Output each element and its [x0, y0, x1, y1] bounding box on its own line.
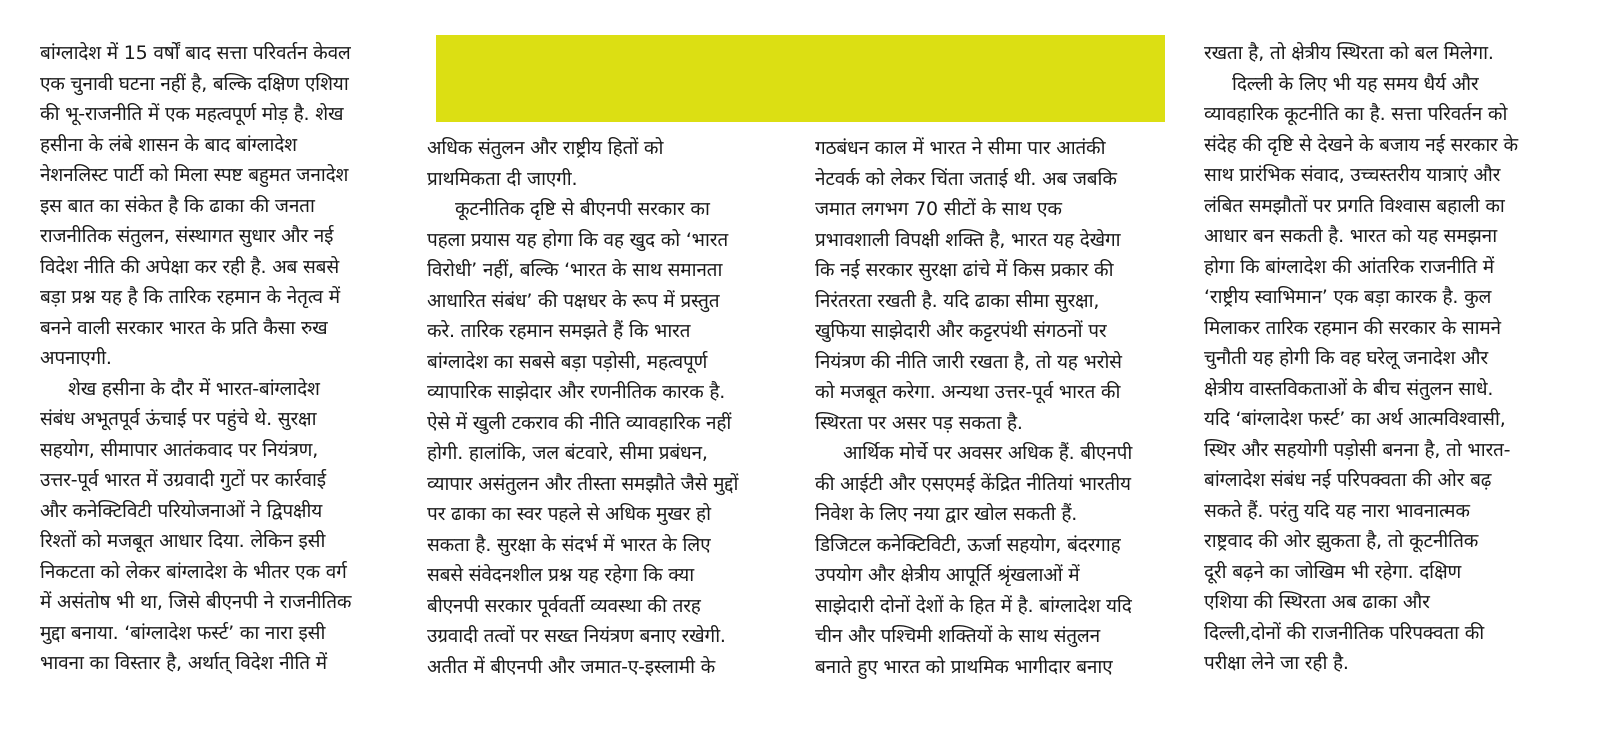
article-line: ऐसे में खुली टकराव की नीति व्यावहारिक नहीं: [427, 411, 732, 434]
article-line: बनाते हुए भारत को प्राथमिक भागीदार बनाए: [815, 655, 1113, 678]
article-line: क्षेत्रीय वास्तविकताओं के बीच संतुलन साधे.: [1204, 377, 1494, 400]
article-line: व्यापार असंतुलन और तीस्ता समझौते जैसे मुद्दों: [427, 472, 739, 495]
article-line: संबंध अभूतपूर्व ऊंचाई पर पहुंचे थे. सुरक्षा: [40, 408, 317, 430]
article-line: उग्रवादी तत्वों पर सख्त नियंत्रण बनाए रखेगी.: [427, 625, 726, 647]
article-line: रिश्तों को मजबूत आधार दिया. लेकिन इसी: [40, 530, 326, 552]
article-line: की आईटी और एसएमई केंद्रित नीतियां भारतीय: [815, 472, 1131, 495]
article-line: दूरी बढ़ने का जोखिम भी रहेगा. दक्षिण: [1204, 560, 1462, 583]
article-line: और कनेक्टिविटी परियोजनाओं ने द्विपक्षीय: [40, 499, 323, 522]
article-line: खुफिया साझेदारी और कट्टरपंथी संगठनों पर: [815, 320, 1107, 342]
article-line: मुद्दा बनाया. ‘बांग्लादेश फर्स्ट’ का नारा इसी: [40, 621, 326, 644]
article-line: को मजबूत करेगा. अन्यथा उत्तर-पूर्व भारत की: [815, 381, 1121, 403]
article-line: बांग्लादेश में 15 वर्षों बाद सत्ता परिवर्तन केवल: [40, 42, 351, 64]
article-line: की भू-राजनीति में एक महत्वपूर्ण मोड़ है. शेख: [40, 103, 344, 125]
article-line: आधार बन सकती है. भारत को यह समझना: [1204, 225, 1497, 247]
article-line: अतीत में बीएनपी और जमात-ए-इस्लामी के: [427, 655, 716, 678]
article-line: कि नई सरकार सुरक्षा ढांचे में किस प्रकार की: [815, 259, 1114, 281]
article-line: डिजिटल कनेक्टिविटी, ऊर्जा सहयोग, बंदरगाह: [815, 533, 1121, 556]
article-line: साथ प्रारंभिक संवाद, उच्चस्तरीय यात्राएं और: [1204, 164, 1501, 186]
article-line: प्राथमिकता दी जाएगी.: [427, 167, 578, 190]
article-line: चीन और पश्चिमी शक्तियों के साथ संतुलन: [815, 625, 1100, 647]
article-line: होगा कि बांग्लादेश की आंतरिक राजनीति में: [1204, 255, 1494, 278]
article-line: विदेश नीति की अपेक्षा कर रही है. अब सबसे: [40, 255, 339, 278]
article-line: गठबंधन काल में भारत ने सीमा पार आतंकी: [815, 137, 1106, 159]
article-column-4: [1204, 38, 1566, 679]
article-line: सहयोग, सीमापार आतंकवाद पर नियंत्रण,: [40, 438, 319, 461]
article-line: दिल्ली के लिए भी यह समय धैर्य और: [1232, 72, 1479, 95]
article-line: बांग्लादेश संबंध नई परिपक्वता की ओर बढ़: [1204, 469, 1492, 491]
article-line: संदेह की दृष्टि से देखने के बजाय नई सरकार के: [1204, 133, 1518, 156]
article-line: पर ढाका का स्वर पहले से अधिक मुखर हो: [427, 503, 711, 525]
article-line: चुनौती यह होगी कि वह घरेलू जनादेश और: [1204, 347, 1488, 369]
article-line: बड़ा प्रश्न यह है कि तारिक रहमान के नेतृत्व में: [40, 286, 340, 308]
article-line: व्यावहारिक कूटनीति का है. सत्ता परिवर्तन को: [1204, 103, 1508, 125]
article-line: प्रभावशाली विपक्षी शक्ति है, भारत यह देखेगा: [815, 228, 1121, 251]
article-line: हसीना के लंबे शासन के बाद बांग्लादेश: [40, 133, 297, 156]
article-line: निरंतरता रखती है. यदि ढाका सीमा सुरक्षा,: [815, 289, 1100, 312]
advertisement-block: [436, 35, 1165, 122]
article-line: उपयोग और क्षेत्रीय आपूर्ति श्रृंखलाओं में: [815, 564, 1080, 586]
article-column-1: [40, 38, 398, 679]
article-line: साझेदारी दोनों देशों के हित में है. बांग्लादेश यदि: [815, 594, 1132, 617]
article-line: कूटनीतिक दृष्टि से बीएनपी सरकार का: [455, 198, 710, 220]
article-line: अपनाएगी.: [40, 347, 112, 369]
article-line: जमात लगभग 70 सीटों के साथ एक: [815, 198, 1062, 220]
article-line: लंबित समझौतों पर प्रगति विश्वास बहाली का: [1204, 194, 1505, 217]
article-line: शेख हसीना के दौर में भारत-बांग्लादेश: [68, 377, 320, 400]
article-line: एशिया की स्थिरता अब ढाका और: [1204, 591, 1430, 613]
article-line: सकते हैं. परंतु यदि यह नारा भावनात्मक: [1204, 499, 1470, 522]
article-line: निवेश के लिए नया द्वार खोल सकती हैं.: [815, 503, 1078, 525]
article-line: भावना का विस्तार है, अर्थात् विदेश नीति में: [40, 652, 327, 674]
article-line: मिलाकर तारिक रहमान की सरकार के सामने: [1204, 316, 1501, 339]
article-line: निकटता को लेकर बांग्लादेश के भीतर एक वर्ग: [40, 560, 347, 583]
article-line: व्यापारिक साझेदार और रणनीतिक कारक है.: [427, 381, 726, 403]
article-line: करे. तारिक रहमान समझते हैं कि भारत: [427, 320, 691, 342]
article-line: विरोधी’ नहीं, बल्कि ‘भारत के साथ समानता: [427, 259, 723, 281]
article-line: राष्ट्रवाद की ओर झुकता है, तो कूटनीतिक: [1204, 530, 1479, 552]
article-line: सकता है. सुरक्षा के संदर्भ में भारत के लिए: [427, 533, 711, 556]
article-column-2: [427, 133, 785, 682]
article-line: इस बात का संकेत है कि ढाका की जनता: [40, 194, 315, 217]
article-line: रखता है, तो क्षेत्रीय स्थिरता को बल मिलेगा.: [1204, 42, 1494, 64]
article-line: नियंत्रण की नीति जारी रखता है, तो यह भरोसे: [815, 350, 1122, 373]
article-line: बीएनपी सरकार पूर्ववर्ती व्यवस्था की तरह: [427, 594, 701, 617]
article-line: आर्थिक मोर्चे पर अवसर अधिक हैं. बीएनपी: [843, 442, 1133, 464]
article-line: अधिक संतुलन और राष्ट्रीय हितों को: [427, 137, 664, 159]
article-line: स्थिर और सहयोगी पड़ोसी बनना है, तो भारत-: [1204, 438, 1511, 461]
article-line: पहला प्रयास यह होगा कि वह खुद को ‘भारत: [427, 228, 728, 251]
article-line: बांग्लादेश का सबसे बड़ा पड़ोसी, महत्वपूर्ण: [427, 350, 708, 373]
article-line: नेशनलिस्ट पार्टी को मिला स्पष्ट बहुमत जनादेश: [40, 164, 349, 186]
article-line: स्थिरता पर असर पड़ सकता है.: [815, 411, 1023, 434]
article-line: में असंतोष भी था, जिसे बीएनपी ने राजनीतिक: [40, 591, 352, 613]
article-line: सबसे संवेदनशील प्रश्न यह रहेगा कि क्या: [427, 564, 694, 586]
article-line: ‘राष्ट्रीय स्वाभिमान’ एक बड़ा कारक है. कुल: [1204, 286, 1492, 308]
article-line: एक चुनावी घटना नहीं है, बल्कि दक्षिण एशिया: [40, 72, 349, 95]
article-line: दिल्ली,दोनों की राजनीतिक परिपक्वता की: [1204, 621, 1485, 644]
article-line: बनने वाली सरकार भारत के प्रति कैसा रुख: [40, 316, 328, 339]
article-line: परीक्षा लेने जा रही है.: [1204, 652, 1349, 674]
article-column-3: [815, 133, 1173, 682]
article-line: उत्तर-पूर्व भारत में उग्रवादी गुटों पर कार्रवाई: [40, 469, 326, 491]
article-line: आधारित संबंध’ की पक्षधर के रूप में प्रस्तुत: [427, 289, 720, 312]
article-line: नेटवर्क को लेकर चिंता जताई थी. अब जबकि: [815, 167, 1117, 190]
article-line: राजनीतिक संतुलन, संस्थागत सुधार और नई: [40, 225, 334, 247]
article-line: यदि ‘बांग्लादेश फर्स्ट’ का अर्थ आत्मविश्वासी,: [1204, 408, 1506, 430]
article-line: होगी. हालांकि, जल बंटवारे, सीमा प्रबंधन,: [427, 442, 708, 464]
